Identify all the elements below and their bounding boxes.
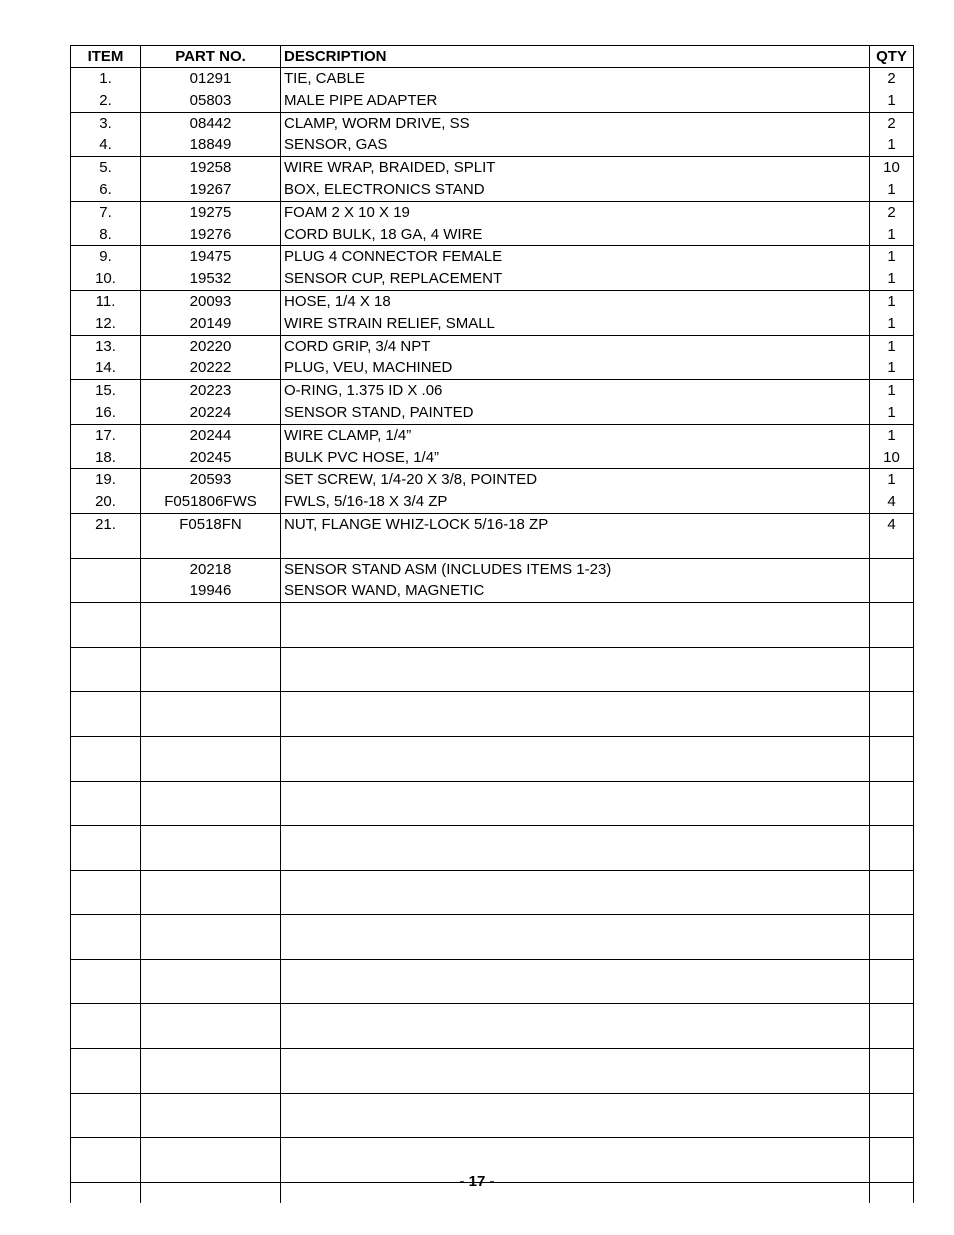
item-number: 5. [99, 159, 112, 177]
part-number-cell [141, 469, 281, 514]
table-row-group [71, 1049, 914, 1094]
item-number [71, 580, 140, 602]
description: FOAM 2 X 10 X 19 [284, 203, 410, 221]
table-row-group [71, 246, 914, 291]
description-cell [281, 1049, 870, 1094]
quantity: 2 [887, 70, 896, 87]
quantity-cell [870, 201, 914, 246]
item-number: 16. [95, 403, 116, 421]
item-number: 18. [95, 448, 116, 466]
part-number: 19276 [189, 225, 232, 243]
part-number: F0518FN [179, 515, 242, 533]
description-cell [281, 513, 870, 558]
item-number-cell [71, 692, 141, 737]
item-number: 6. [99, 180, 112, 198]
table-row-group [71, 380, 914, 425]
description-cell [281, 469, 870, 514]
quantity-cell [870, 424, 914, 469]
part-number: 20218 [189, 560, 232, 578]
table-row-group [71, 290, 914, 335]
description: CORD GRIP, 3/4 NPT [284, 337, 431, 355]
table-row-group [71, 736, 914, 781]
item-number-cell [71, 513, 141, 558]
description: HOSE, 1/4 X 18 [284, 292, 391, 310]
quantity: 10 [883, 448, 900, 466]
description-cell [281, 1004, 870, 1049]
part-number-cell [141, 1004, 281, 1049]
description: SENSOR STAND ASM (INCLUDES ITEMS 1-23) [284, 560, 612, 578]
part-number: 19267 [189, 180, 232, 198]
header-description: DESCRIPTION [281, 46, 870, 68]
part-number-cell [141, 692, 281, 737]
part-number: 19946 [189, 582, 232, 600]
quantity: 1 [887, 91, 896, 109]
parts-table-body [71, 68, 914, 1203]
part-number-cell [141, 246, 281, 291]
quantity-cell [870, 603, 914, 648]
table-row-group [71, 201, 914, 246]
item-number: 4. [99, 136, 112, 154]
quantity-cell [870, 157, 914, 202]
item-number [71, 559, 140, 581]
part-number: 19275 [189, 203, 232, 221]
description-cell [281, 915, 870, 960]
item-number: 10. [95, 270, 116, 288]
part-number-cell [141, 736, 281, 781]
quantity-cell [870, 1004, 914, 1049]
quantity: 4 [887, 493, 896, 511]
part-number-cell [141, 112, 281, 157]
quantity: 1 [887, 426, 896, 444]
description: BOX, ELECTRONICS STAND [284, 180, 485, 198]
description: SENSOR STAND, PAINTED [284, 403, 474, 421]
description-cell [281, 959, 870, 1004]
item-number: 13. [95, 337, 116, 355]
quantity: 2 [887, 203, 896, 221]
item-number: 17. [95, 426, 116, 444]
description-cell [281, 68, 870, 113]
quantity-cell [870, 781, 914, 826]
item-number: 11. [95, 292, 116, 310]
item-number-cell [71, 112, 141, 157]
part-number: 19475 [189, 248, 232, 266]
table-row-group [71, 826, 914, 871]
part-number: 20220 [189, 337, 232, 355]
description-cell [281, 157, 870, 202]
description-cell [281, 870, 870, 915]
quantity: 1 [887, 314, 896, 332]
description-cell [281, 781, 870, 826]
description: PLUG 4 CONNECTOR FEMALE [284, 248, 503, 266]
part-number: 20223 [189, 382, 232, 400]
description-cell [281, 112, 870, 157]
table-row-group [71, 870, 914, 915]
item-number-cell [71, 1004, 141, 1049]
item-number-cell [71, 290, 141, 335]
quantity-cell [870, 1049, 914, 1094]
description-cell [281, 1093, 870, 1138]
item-number-cell [71, 157, 141, 202]
quantity-cell [870, 647, 914, 692]
item-number: 2. [99, 91, 112, 109]
part-number-cell [141, 380, 281, 425]
part-number-cell [141, 558, 281, 603]
item-number: 8. [99, 225, 112, 243]
quantity-cell [870, 335, 914, 380]
description: SET SCREW, 1/4-20 X 3/8, POINTED [284, 471, 538, 489]
description-cell [281, 603, 870, 648]
quantity: 1 [887, 270, 896, 288]
part-number: 20245 [189, 448, 232, 466]
table-row-group [71, 112, 914, 157]
description-cell [281, 558, 870, 603]
quantity: 1 [887, 136, 896, 154]
table-row-group [71, 424, 914, 469]
part-number-cell [141, 1049, 281, 1094]
part-number-cell [141, 959, 281, 1004]
item-number: 7. [99, 203, 112, 221]
part-number-cell [141, 157, 281, 202]
description: O-RING, 1.375 ID X .06 [284, 382, 443, 400]
description: CORD BULK, 18 GA, 4 WIRE [284, 225, 483, 243]
part-number: 05803 [189, 91, 232, 109]
part-number-cell [141, 201, 281, 246]
table-row-group [71, 692, 914, 737]
quantity: 1 [887, 403, 896, 421]
quantity-cell [870, 736, 914, 781]
item-number-cell [71, 558, 141, 603]
quantity: 1 [887, 225, 896, 243]
item-number-cell [71, 424, 141, 469]
part-number: 20244 [189, 426, 232, 444]
item-number-cell [71, 68, 141, 113]
item-number-cell [71, 826, 141, 871]
description: NUT, FLANGE WHIZ-LOCK 5/16-18 ZP [284, 515, 549, 533]
item-number-cell [71, 246, 141, 291]
table-row-group [71, 469, 914, 514]
quantity-cell [870, 915, 914, 960]
item-number-cell [71, 647, 141, 692]
quantity: 1 [887, 359, 896, 377]
part-number: 20593 [189, 471, 232, 489]
quantity: 2 [887, 114, 896, 132]
item-number-cell [71, 781, 141, 826]
quantity-cell [870, 692, 914, 737]
header-part-no: PART NO. [141, 46, 281, 68]
table-row-group [71, 558, 914, 603]
table-row-group [71, 157, 914, 202]
description-cell [281, 647, 870, 692]
header-qty: QTY [870, 46, 914, 68]
part-number: 01291 [189, 70, 232, 87]
item-number-cell [71, 1093, 141, 1138]
part-number-cell [141, 424, 281, 469]
quantity-cell [870, 959, 914, 1004]
item-number: 12. [95, 314, 116, 332]
quantity: 4 [887, 515, 896, 533]
quantity: 1 [887, 180, 896, 198]
part-number: 20222 [189, 359, 232, 377]
quantity [870, 559, 913, 581]
item-number: 9. [99, 248, 112, 266]
description: MALE PIPE ADAPTER [284, 91, 438, 109]
description-cell [281, 246, 870, 291]
table-row-group [71, 68, 914, 113]
item-number-cell [71, 1049, 141, 1094]
description-cell [281, 380, 870, 425]
part-number-cell [141, 870, 281, 915]
part-number-cell [141, 781, 281, 826]
item-number-cell [71, 870, 141, 915]
item-number-cell [71, 469, 141, 514]
item-number-cell [71, 736, 141, 781]
quantity-cell [870, 1093, 914, 1138]
table-row-group [71, 647, 914, 692]
quantity [870, 580, 913, 602]
quantity: 1 [887, 382, 896, 400]
description-cell [281, 692, 870, 737]
table-header-row [71, 46, 914, 68]
item-number-cell [71, 603, 141, 648]
part-number-cell [141, 915, 281, 960]
part-number: F051806FWS [164, 493, 257, 511]
description: BULK PVC HOSE, 1/4” [284, 448, 440, 466]
part-number: 19532 [189, 270, 232, 288]
description: FWLS, 5/16-18 X 3/4 ZP [284, 493, 448, 511]
quantity-cell [870, 513, 914, 558]
part-number: 20149 [189, 314, 232, 332]
description: SENSOR, GAS [284, 136, 388, 154]
part-number-cell [141, 603, 281, 648]
quantity: 1 [887, 248, 896, 266]
description: CLAMP, WORM DRIVE, SS [284, 114, 470, 132]
description-cell [281, 736, 870, 781]
description: SENSOR WAND, MAGNETIC [284, 582, 485, 600]
part-number-cell [141, 335, 281, 380]
description: PLUG, VEU, MACHINED [284, 359, 453, 377]
table-row-group [71, 335, 914, 380]
quantity-cell [870, 870, 914, 915]
table-row-group [71, 915, 914, 960]
quantity-cell [870, 380, 914, 425]
table-row-group [71, 513, 914, 558]
quantity: 1 [887, 337, 896, 355]
part-number-cell [141, 290, 281, 335]
item-number-cell [71, 915, 141, 960]
table-row-group [71, 781, 914, 826]
part-number-cell [141, 1093, 281, 1138]
description-cell [281, 201, 870, 246]
description: WIRE WRAP, BRAIDED, SPLIT [284, 159, 496, 177]
part-number-cell [141, 826, 281, 871]
quantity-cell [870, 469, 914, 514]
quantity-cell [870, 112, 914, 157]
table-row-group [71, 1004, 914, 1049]
table-row-group [71, 1093, 914, 1138]
quantity: 10 [883, 159, 900, 177]
quantity-cell [870, 246, 914, 291]
quantity: 1 [887, 471, 896, 489]
item-number-cell [71, 335, 141, 380]
header-item: ITEM [71, 46, 141, 68]
quantity-cell [870, 68, 914, 113]
part-number: 18849 [189, 136, 232, 154]
quantity-cell [870, 290, 914, 335]
item-number: 19. [95, 471, 116, 489]
item-number: 20. [95, 493, 116, 511]
part-number: 20093 [189, 292, 232, 310]
description: SENSOR CUP, REPLACEMENT [284, 270, 503, 288]
item-number: 14. [95, 359, 116, 377]
description-cell [281, 335, 870, 380]
item-number: 15. [95, 382, 116, 400]
part-number: 19258 [189, 159, 232, 177]
description: TIE, CABLE [284, 70, 365, 87]
table-row-group [71, 603, 914, 648]
item-number-cell [71, 380, 141, 425]
table-row-group [71, 959, 914, 1004]
part-number-cell [141, 513, 281, 558]
part-number: 20224 [189, 403, 232, 421]
part-number: 08442 [189, 114, 232, 132]
description-cell [281, 826, 870, 871]
parts-list-table [70, 45, 914, 1203]
page-number: - 17 - [459, 1173, 495, 1190]
part-number-cell [141, 647, 281, 692]
description: WIRE CLAMP, 1/4” [284, 426, 412, 444]
description: WIRE STRAIN RELIEF, SMALL [284, 314, 495, 332]
item-number: 21. [95, 515, 116, 533]
quantity-cell [870, 558, 914, 603]
description-cell [281, 424, 870, 469]
item-number-cell [71, 201, 141, 246]
description-cell [281, 290, 870, 335]
item-number: 1. [99, 70, 112, 87]
part-number-cell [141, 68, 281, 113]
quantity-cell [870, 826, 914, 871]
item-number-cell [71, 959, 141, 1004]
item-number: 3. [99, 114, 112, 132]
quantity: 1 [887, 292, 896, 310]
